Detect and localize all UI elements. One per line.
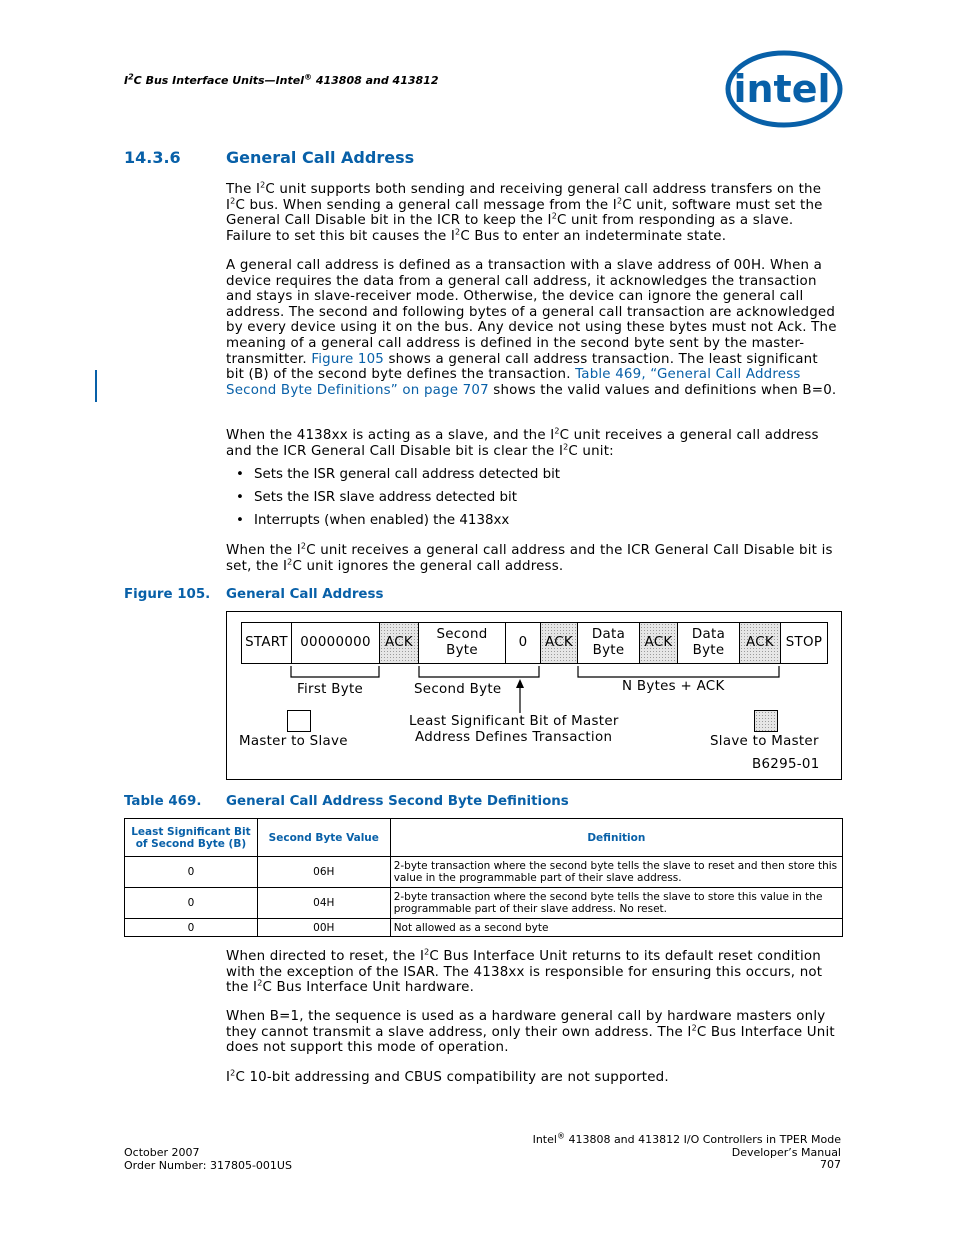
footer-product: Intel® 413808 and 413812 I/O Controllers in TPER Mode xyxy=(532,1131,841,1146)
table-cell: 0 xyxy=(125,888,258,919)
table-cell: 04H xyxy=(257,888,390,919)
cell-ack: ACK xyxy=(639,622,678,664)
cell-second-byte: Second Byte xyxy=(418,622,506,664)
footer-left xyxy=(124,1147,292,1172)
cell-address: 00000000 xyxy=(291,622,380,664)
list-item: • Interrupts (when enabled) the 4138xx xyxy=(226,513,838,536)
table-cell: 0 xyxy=(125,857,258,888)
list-item: • Sets the ISR general call address detected bit xyxy=(226,467,838,490)
column-header: Second Byte Value xyxy=(257,819,390,857)
footer-manual: Developer’s Manual xyxy=(731,1145,841,1159)
svg-text:intel: intel xyxy=(733,67,831,111)
column-header: Definition xyxy=(390,819,842,857)
cell-zero: 0 xyxy=(505,622,541,664)
figure-title: General Call Address xyxy=(226,587,384,602)
figure-105-link[interactable]: Figure 105 xyxy=(311,351,385,367)
legend-white-box xyxy=(287,710,311,732)
legend-shaded-box xyxy=(754,710,778,732)
table-cell: 2-byte transaction where the second byte tells the slave to reset and then store this value in the programmable part of their slave address. xyxy=(390,857,842,888)
table-cell: Not allowed as a second byte xyxy=(390,919,842,937)
cell-start: START xyxy=(241,622,292,664)
paragraph-2: A general call address is defined as a transaction with a slave address of 00H. When a device requires the data from a general call address, it acknowledges the transaction and stays in slave-receiver mode. Otherwise, the device can ignore the general call address. The second and following bytes of a general call transaction are acknowledged by every device using it on the bus. Any device not using these bytes must not Ack. The meaning of a general call address is defined in the second byte sent by the master-transmitter. Figure 105 shows a general call address transaction. The least significant bit (B) of the second byte defines the transaction. Table 469, “General Call Address Second Byte Definitions” on page 707 shows the valid values and definitions when B=0. xyxy=(226,258,837,398)
table-cell: 2-byte transaction where the second byte tells the slave to store this value in the programmable part of their slave address. No reset. xyxy=(390,888,842,919)
table-cell: 0 xyxy=(125,919,258,937)
running-header: $I^2C$ Bus Interface Units—Intel® 413808 and 413812 xyxy=(124,72,439,87)
paragraph-3: When the 4138xx is acting as a slave, and the $I^2C$ unit receives a general call address and the ICR General Call Disable bit is clear the $I^2C$ unit: xyxy=(226,426,819,459)
master-to-slave-label: Master to Slave xyxy=(239,734,348,749)
bullet-list xyxy=(226,467,838,536)
figure-code: B6295-01 xyxy=(752,757,820,772)
slave-to-master-label: Slave to Master xyxy=(710,734,819,749)
second-byte-label: Second Byte xyxy=(414,682,502,697)
definitions-table xyxy=(124,818,843,937)
lsb-label-line1: Least Significant Bit of Master xyxy=(409,714,619,729)
n-bytes-label: N Bytes + ACK xyxy=(622,679,725,694)
lsb-label-line2: Address Defines Transaction xyxy=(415,730,613,745)
paragraph-7: $I^2C$ 10-bit addressing and CBUS compatibility are not supported. xyxy=(226,1068,669,1085)
table-header-row xyxy=(125,819,843,857)
cell-data-byte: Data Byte xyxy=(677,622,740,664)
table-cell: 06H xyxy=(257,857,390,888)
table-row xyxy=(125,888,843,919)
cell-ack: ACK xyxy=(739,622,781,664)
cell-data-byte: Data Byte xyxy=(577,622,640,664)
footer-date: October 2007 xyxy=(124,1146,200,1159)
table-cell: 00H xyxy=(257,919,390,937)
figure-label: Figure 105. xyxy=(124,587,211,602)
footer-right xyxy=(532,1131,841,1172)
footer-order-number: Order Number: 317805-001US xyxy=(124,1158,292,1172)
cell-ack: ACK xyxy=(379,622,419,664)
paragraph-1: The $I^2C$ unit supports both sending and receiving general call address transfers on the $I^2C$ bus. When sending a general call message from the $I^2C$ unit, software must set the General Call Disable bit in the ICR to keep the $I^2C$ unit from responding as a slave. Failure to set this bit causes the $I^2C$ Bus to enter an indeterminate state. xyxy=(226,180,823,244)
first-byte-label: First Byte xyxy=(297,682,364,697)
table-row xyxy=(125,919,843,937)
footer-page-number: 707 xyxy=(820,1158,841,1172)
change-bar xyxy=(95,370,97,402)
column-header: Least Significant Bit of Second Byte (B) xyxy=(125,819,258,857)
paragraph-4: When the $I^2C$ unit receives a general call address and the ICR General Call Disable bit is set, the $I^2C$ unit ignores the general call address. xyxy=(226,541,833,574)
section-number: 14.3.6 xyxy=(124,148,181,167)
paragraph-6: When B=1, the sequence is used as a hardware general call by hardware masters only they cannot transmit a slave address, only their own address. The $I^2C$ Bus Interface Unit does not support this mode of operation. xyxy=(226,1009,835,1056)
table-title: General Call Address Second Byte Definitions xyxy=(226,794,569,809)
table-row xyxy=(125,857,843,888)
section-title: General Call Address xyxy=(226,148,415,167)
cell-ack: ACK xyxy=(540,622,578,664)
paragraph-5: When directed to reset, the $I^2C$ Bus Interface Unit returns to its default reset condition with the exception of the ISAR. The 4138xx is responsible for ensuring this occurs, not the $I^2C$ Bus Interface Unit hardware. xyxy=(226,947,823,996)
table-469-link[interactable]: Table 469, “General Call Address Second Byte Definitions” on page 707 xyxy=(226,367,801,398)
intel-logo xyxy=(724,50,844,128)
list-item: • Sets the ISR slave address detected bit xyxy=(226,490,838,513)
cell-stop: STOP xyxy=(780,622,828,664)
table-label: Table 469. xyxy=(124,794,202,809)
